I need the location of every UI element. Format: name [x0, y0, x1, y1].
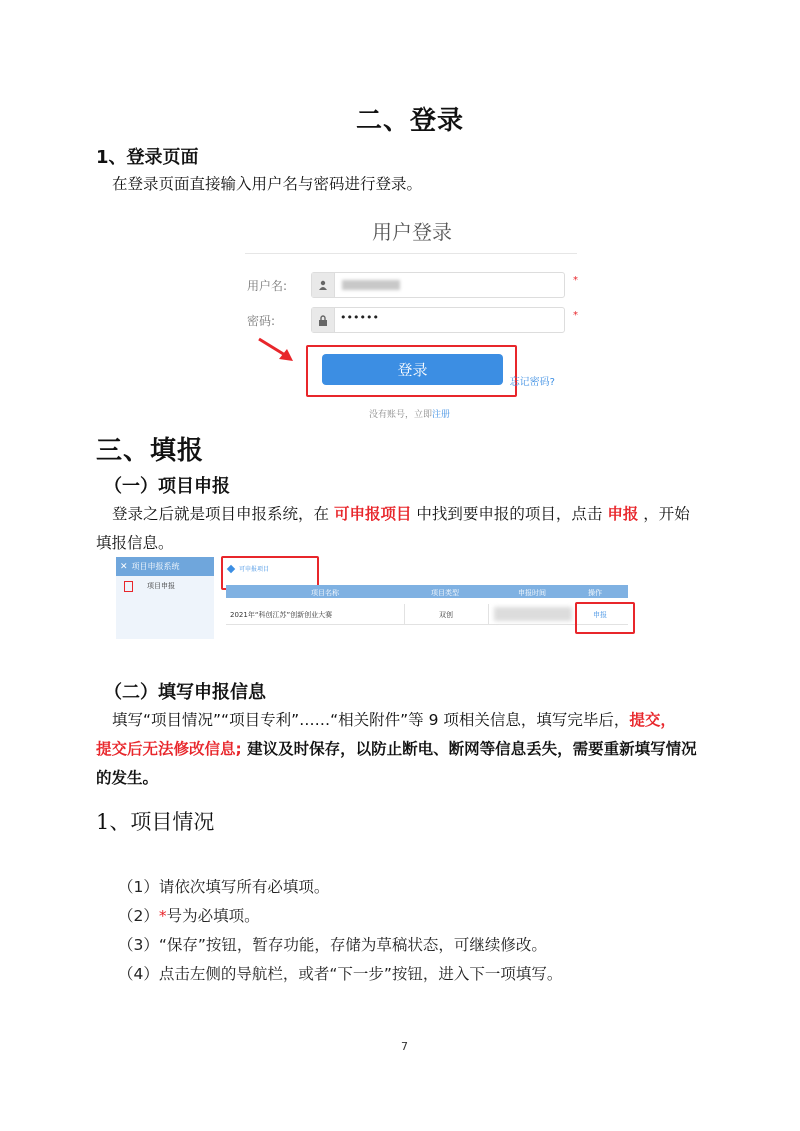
- password-label: 密码:: [247, 314, 276, 328]
- declare-link-highlight: [575, 602, 635, 634]
- username-label: 用户名:: [247, 279, 288, 293]
- sidebar-item-declare[interactable]: [120, 579, 210, 593]
- row-divider: [488, 604, 489, 624]
- arrow-icon: [255, 335, 297, 365]
- row-declare-link[interactable]: 申报: [593, 611, 607, 619]
- col-header-action: 操作: [588, 589, 602, 597]
- list-item: （2）*号为必填项。: [118, 907, 260, 925]
- row-divider: [404, 604, 405, 624]
- instruction-list: [118, 873, 562, 989]
- table-header: [226, 585, 628, 598]
- declare-paragraph-cont: 填报信息。: [96, 534, 174, 552]
- username-blurred-value: [342, 280, 400, 290]
- username-field[interactable]: [311, 272, 565, 298]
- password-required-mark: *: [573, 310, 578, 321]
- subsection-login-page: 1、登录页面: [96, 147, 199, 168]
- no-account-text: 没有账号，立即: [369, 410, 433, 420]
- login-screenshot: [235, 205, 585, 425]
- row-time-blurred: [494, 607, 572, 621]
- row-project-name: 2021年“科创江苏”创新创业大赛: [230, 611, 333, 619]
- system-icon: ✕: [120, 561, 128, 572]
- subsection-project-declare: （一）项目申报: [104, 476, 230, 497]
- register-line: [369, 407, 450, 420]
- list-item: （3）“保存”按钮，暂存功能，存储为草稿状态，可继续修改。: [118, 936, 547, 954]
- declarable-projects-highlight: 可申报项目: [333, 505, 412, 523]
- user-icon: [312, 273, 335, 297]
- login-title-divider: [245, 253, 577, 254]
- register-link[interactable]: 注册: [432, 410, 451, 420]
- required-star: *: [158, 907, 167, 925]
- list-item: （4）点击左侧的导航栏，或者“下一步”按钮，进入下一项填写。: [118, 965, 563, 983]
- page-number: 7: [401, 1040, 408, 1053]
- no-modify-highlight: 提交后无法修改信息;: [96, 740, 242, 758]
- login-button[interactable]: 登录: [322, 354, 503, 385]
- subsection-fill-info: （二）填写申报信息: [104, 682, 266, 703]
- password-field[interactable]: [311, 307, 565, 333]
- forgot-password-link[interactable]: 忘记密码?: [509, 377, 555, 388]
- login-panel-title: 用户登录: [372, 220, 452, 244]
- submit-highlight: 提交，: [629, 711, 676, 729]
- lock-icon: [312, 308, 335, 332]
- username-required-mark: *: [573, 275, 578, 286]
- fill-info-paragraph-line3: 的发生。: [96, 769, 159, 787]
- section-title-fill: 三、填报: [96, 436, 205, 466]
- section-title-login: 二、登录: [356, 106, 465, 136]
- col-header-name: 项目名称: [311, 589, 339, 597]
- list-item: （1）请依次填写所有必填项。: [118, 878, 330, 896]
- declare-highlight: 申报: [607, 505, 639, 523]
- login-intro-text: 在登录页面直接输入用户名与密码进行登录。: [112, 175, 423, 193]
- document-icon: [124, 581, 133, 592]
- fill-info-paragraph-line2: 提交后无法修改信息; 建议及时保存，以防止断电、断网等信息丢失，需要重新填写情况: [96, 740, 697, 758]
- sidebar-title: 项目申报系统: [131, 562, 180, 571]
- sidebar-header: [116, 557, 214, 576]
- declare-screenshot: [116, 557, 636, 639]
- table-row: [226, 604, 628, 625]
- sidebar-item-label: 项目申报: [147, 582, 175, 590]
- declare-paragraph: 登录之后就是项目申报系统，在 可申报项目 中找到要申报的项目，点击 申报 ，开始: [112, 505, 690, 523]
- section-title-project-status: 1、项目情况: [96, 810, 215, 834]
- col-header-time: 申报时间: [518, 589, 546, 597]
- password-value: ••••••: [340, 311, 379, 324]
- fill-info-paragraph: 填写“项目情况”“项目专利”……“相关附件”等 9 项相关信息，填写完毕后，提交，: [112, 711, 676, 729]
- tab-declarable-projects[interactable]: 可申报项目: [228, 564, 269, 573]
- col-header-type: 项目类型: [431, 589, 459, 597]
- row-project-type: 双创: [439, 611, 453, 619]
